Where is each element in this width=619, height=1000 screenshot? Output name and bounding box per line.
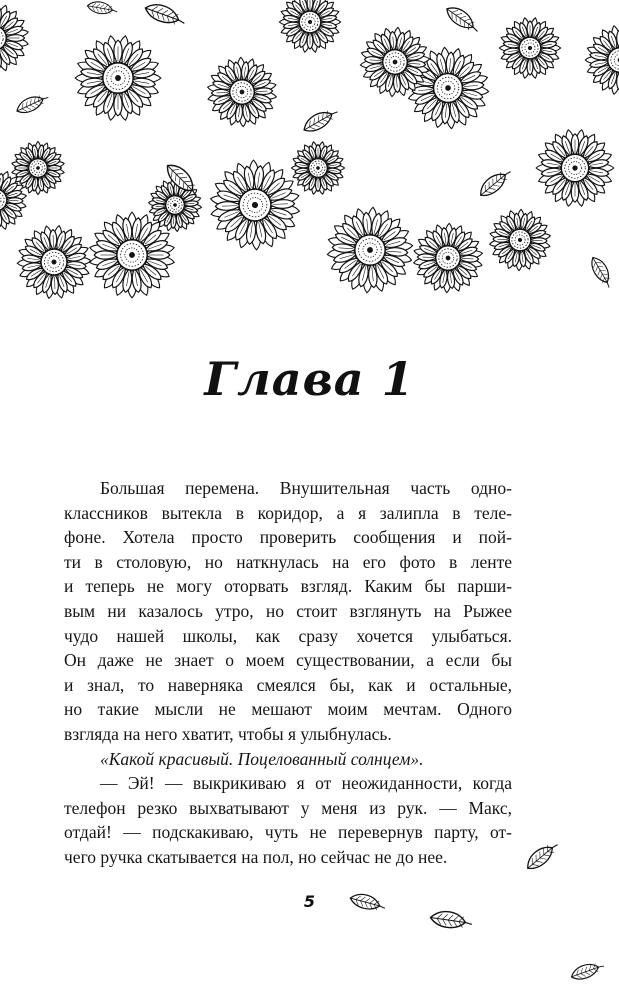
leaf-icon — [523, 838, 561, 873]
paragraph-3 — [64, 771, 512, 796]
sunflower-icon — [536, 129, 614, 207]
paragraph-1-cont — [64, 501, 512, 747]
text-line: чего ручка скатывается на пол, но сейчас не до нее. — [64, 846, 448, 867]
leaf-icon — [143, 0, 188, 29]
paragraph-1 — [64, 476, 512, 501]
text-line: чудо нашей школы, как сразу хочется улыбаться. — [64, 625, 512, 646]
chapter-body — [64, 476, 512, 870]
sunflower-icon — [585, 25, 619, 95]
chapter-title: Глава 1 — [204, 352, 415, 406]
sunflower-icon — [8, 216, 101, 300]
leaf-icon — [86, 0, 118, 16]
sunflower-icon — [323, 203, 417, 297]
text-line: взгляда на него хватит, чтобы я улыбнулась. — [64, 723, 392, 744]
leaf-icon — [569, 959, 606, 983]
sunflower-icon — [407, 217, 489, 299]
sunflower-icon — [75, 35, 161, 121]
text-line: но такие мысли не мешают моим мечтам. Одного — [64, 699, 512, 720]
text-line: — Эй! — выкрикиваю я от неожиданности, когда — [100, 773, 512, 794]
text-line: телефон резко выхватывают у меня из рук. — Макс, — [64, 797, 512, 818]
leaf-icon — [300, 105, 340, 136]
sunflower-icon — [485, 205, 554, 274]
sunflower-icon — [491, 9, 569, 88]
text-line: Большая перемена. Внушительная часть одно- — [100, 478, 512, 498]
text-line: и знал, то наверняка смеялся бы, как и остальные, — [64, 674, 512, 695]
text-line: фоне. Хотела просто проверить сообщения и пой- — [64, 527, 512, 548]
text-line: и теперь не могу оторвать взгляд. Каким бы парши- — [64, 576, 512, 597]
leaf-icon — [476, 165, 514, 200]
leaf-icon — [14, 91, 50, 117]
text-line: «Какой красивый. Поцелованный солнцем». — [100, 748, 424, 769]
leaf-icon — [588, 254, 616, 290]
text-line: классников вытекла в коридор, а я залипла в теле- — [64, 502, 512, 523]
sunflower-icon — [271, 0, 349, 61]
leaf-icon — [430, 909, 474, 930]
text-line: вым ни казалось утро, но стоит взглянуть на Рыжее — [64, 600, 512, 621]
sunflower-banner — [0, 0, 619, 300]
leaf-icon — [443, 3, 482, 36]
sunflower-icon — [0, 0, 34, 78]
page-number: 5 — [303, 892, 316, 911]
sunflower-icon — [204, 154, 305, 256]
sunflower-icon — [201, 51, 283, 133]
text-line: отдай! — подскакиваю, чуть не перевернув парту, от- — [64, 822, 512, 843]
paragraph-2 — [64, 747, 512, 772]
text-line: Он даже не знает о моем существовании, а если бы — [64, 650, 512, 671]
text-line: ти в столовую, но наткнулась на его фото в ленте — [64, 551, 512, 572]
